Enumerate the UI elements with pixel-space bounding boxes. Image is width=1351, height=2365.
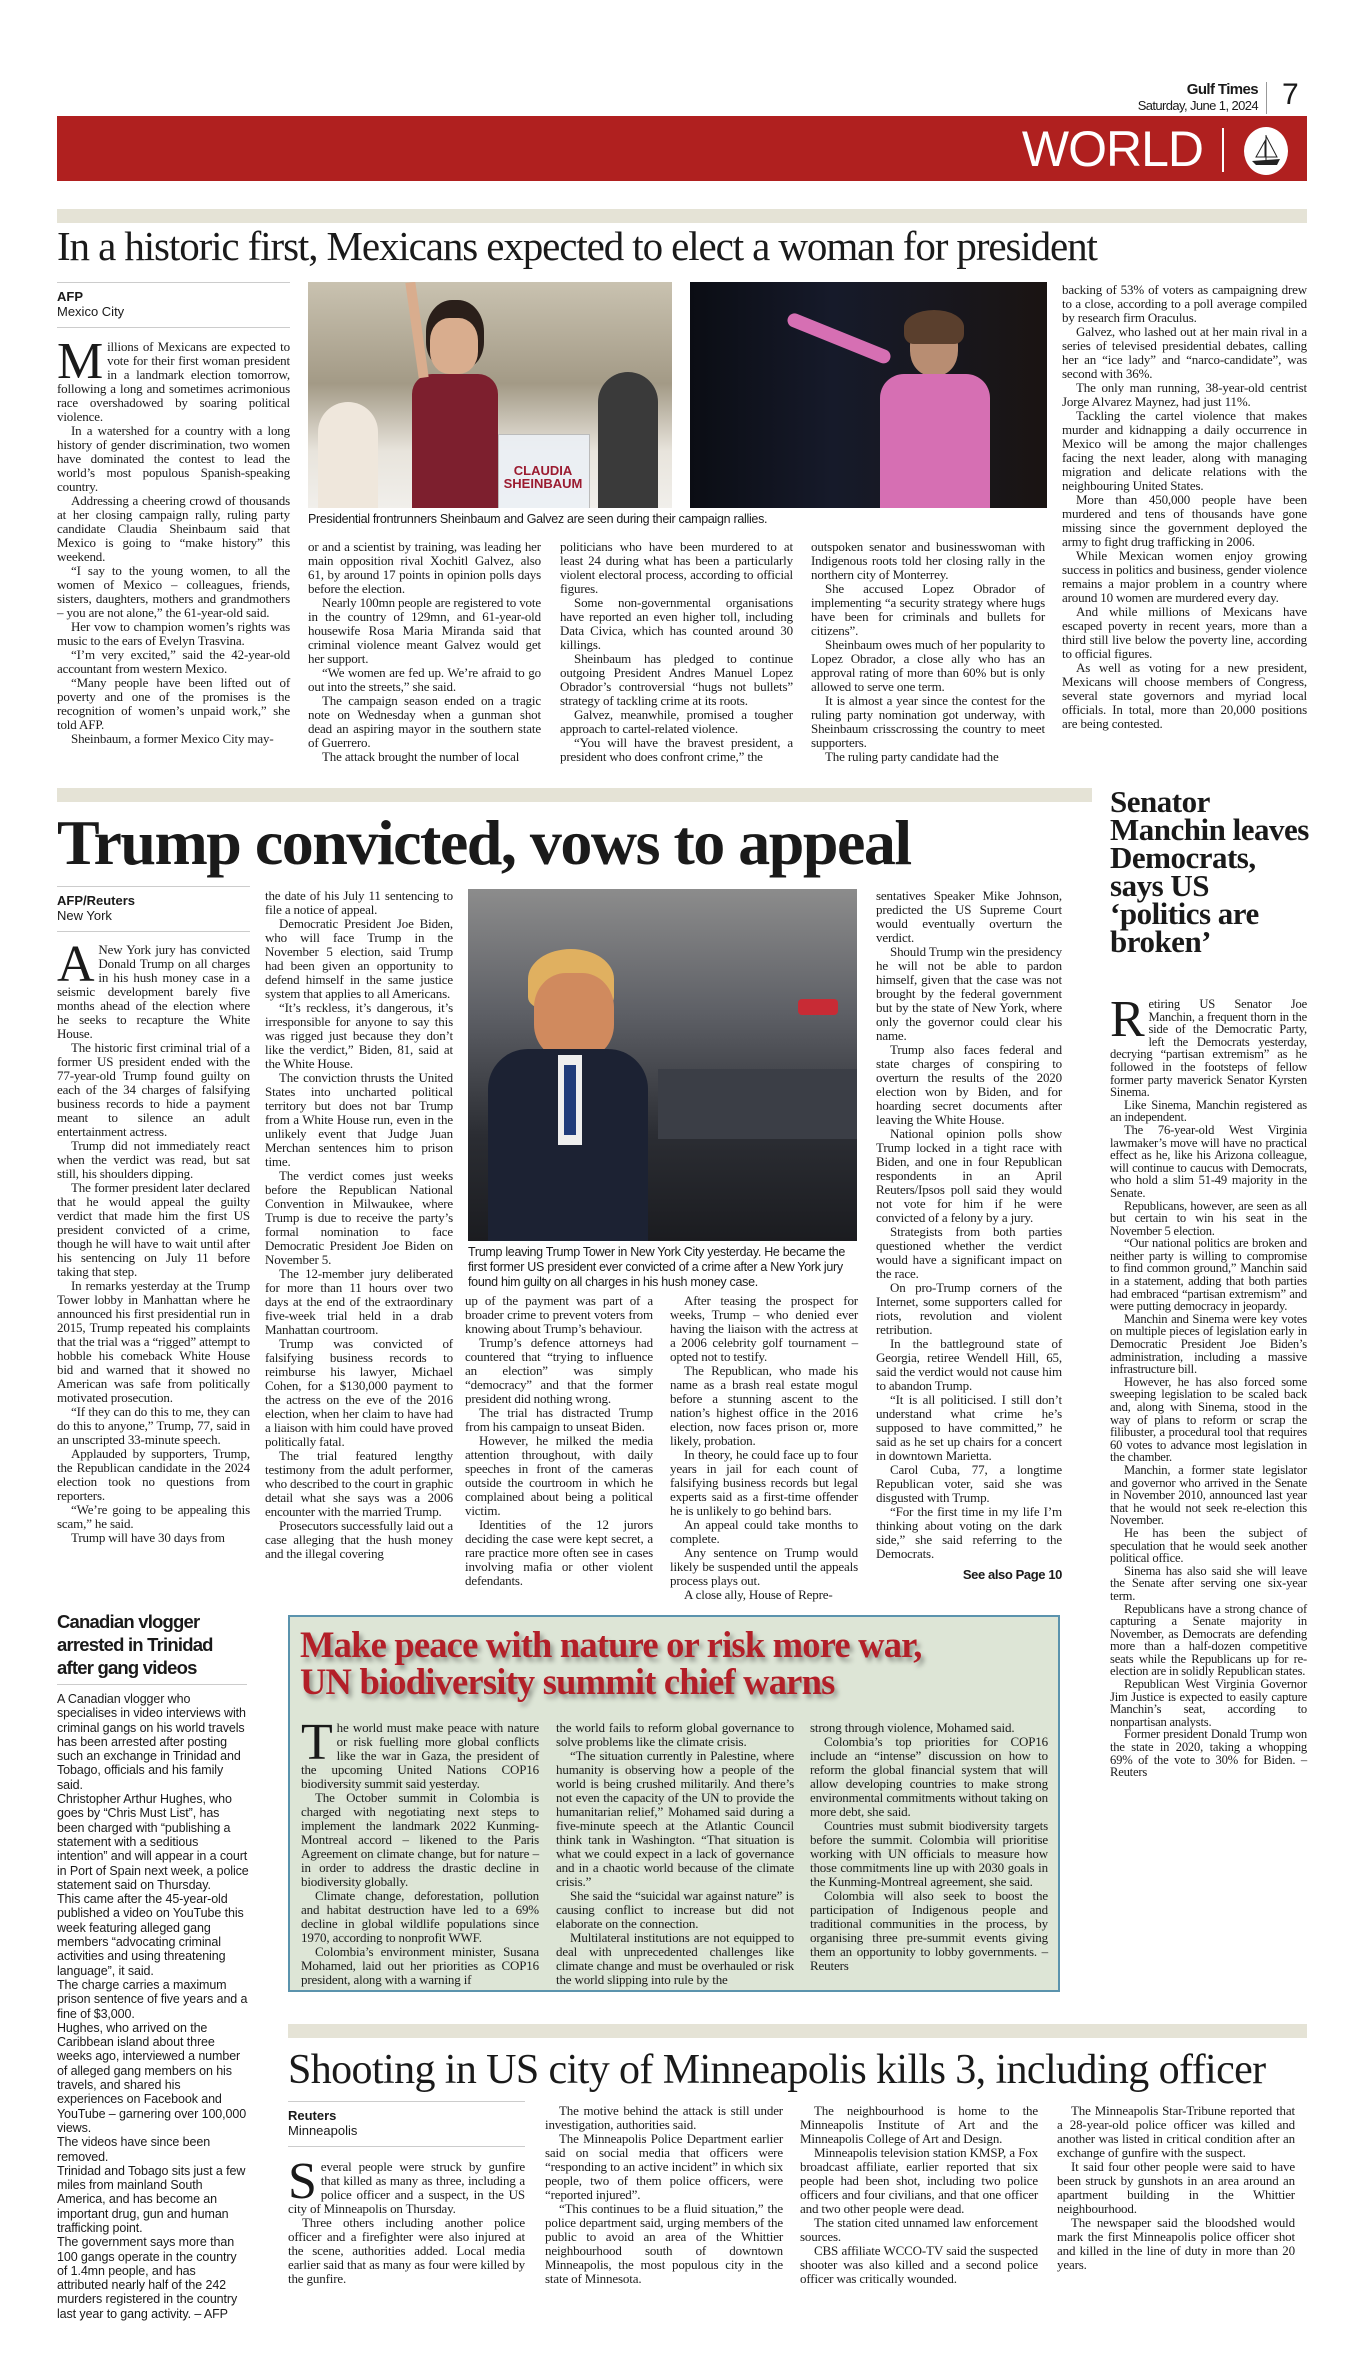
paragraph: sentatives Speaker Mike Johnson, predicted the US Supreme Court would eventually overturn the verdict. [876, 888, 1062, 945]
paragraph: Colombia’s environment minister, Susana Mohamed, laid out her priorities as COP16 president, along with a warning if [301, 1944, 539, 1987]
section-title: WORLD [1021, 121, 1203, 177]
trump-photo [468, 889, 857, 1241]
paragraph: Trump’s defence attorneys had countered that “trying to influence an election” was simply “democracy” and that the former president did nothing wrong. [465, 1335, 653, 1406]
paragraph: Retiring US Senator Joe Manchin, a frequent thorn in the side of the Democratic Party, left the Democrats yesterday, decrying “partisan extremism” as he followed in the footsteps of fellow former party maverick Senator Kyrsten Sinema. [1110, 991, 1307, 1100]
byline-agency: AFP/Reuters [57, 893, 136, 908]
paragraph: Minneapolis television station KMSP, a Fox broadcast affiliate, earlier reported that six people had been shot, including two police officers and four civilians, and that one officer and two other people were dead. [800, 2145, 1038, 2216]
paragraph: “We women are fed up. We’re afraid to go out into the streets,” she said. [308, 665, 541, 694]
paragraph: CBS affiliate WCCO-TV said the suspected shooter was also killed and a second police officer was critically wounded. [800, 2243, 1038, 2286]
paragraph: Like Sinema, Manchin registered as an independent. [1110, 1097, 1307, 1125]
paragraph: Climate change, deforestation, pollution and habitat destruction have led to a 69% decline in global wildlife populations since 1970, according to nonprofit WWF. [301, 1888, 539, 1945]
paragraph: The former president later declared that he would appeal the guilty verdict that made him the first US president convicted of a crime, though he will have to wait until after his sentencing on July 11 before taking that step. [57, 1180, 250, 1279]
section-rule [57, 788, 1092, 802]
paragraph: More than 450,000 people have been murdered and tens of thousands have gone missing since the government deployed the army to fight drug trafficking in 2006. [1062, 492, 1307, 549]
paragraph: Carol Cuba, 77, a longtime Republican voter, said she was disgusted with Trump. [876, 1462, 1062, 1505]
paragraph: Any sentence on Trump would likely be suspended until the appeals process plays out. [670, 1545, 858, 1588]
paragraph: In a watershed for a country with a long history of gender discrimination, two women have dominated the contest to lead the world’s most populous Spanish-speaking country. [57, 423, 290, 494]
byline-location: Minneapolis [288, 2123, 358, 2138]
paragraph: He has been the subject of speculation that he would seek another political office. [1110, 1525, 1307, 1566]
paragraph: The 76-year-old West Virginia lawmaker’s move will have no practical effect as he, like his Arizona colleague, will continue to caucus with Democrats, who hold a slim 51-49 majority in the Senate. [1110, 1122, 1307, 1200]
byline-agency: AFP [57, 289, 83, 304]
podium-sign: CLAUDIA SHEINBAUM [503, 463, 583, 491]
minneapolis-headline: Shooting in US city of Minneapolis kills 3, including officer [288, 2047, 1266, 2093]
paragraph: It said four other people were said to have been struck by gunshots in an area around an apartment building in the Whittier neighbourhood. [1057, 2159, 1295, 2216]
paragraph: The Republican, who made his name as a brash real estate mogul before a stunning ascent to the nation’s highest office in the 2016 election, now faces prison or, more likely, probation. [670, 1363, 858, 1448]
paragraph: Galvez, who lashed out at her main rival in a series of televised presidential debates, calling her an “ice lady” and “narco-candidate”, was second with 36%. [1062, 324, 1307, 381]
mexico-column-2 [308, 540, 541, 764]
paragraph: Identities of the 12 jurors deciding the case were kept secret, a rare practice more often see in cases involving mafia or other violent defendants. [465, 1517, 653, 1588]
paragraph: “Our national politics are broken and neither party is willing to compromise to find common ground,” Manchin said in a statement, adding that both parties had embraced “partisan extremism” and were putting democracy in jeopardy. [1110, 1236, 1307, 1314]
paragraph: Nearly 100mn people are registered to vote in the country of 129mn, and 61-year-old housewife Rosa Maria Miranda said that criminal violence meant Galvez would get her support. [308, 595, 541, 666]
paragraph: The conviction thrusts the United States into uncharted political territory but does not bar Trump from a White House run, even in the unlikely event that Judge Juan Merchan sentences him to prison time. [265, 1070, 453, 1169]
publication-name: Gulf Times [1186, 81, 1258, 98]
minneapolis-column-3 [800, 2104, 1038, 2286]
paragraph: Sheinbaum owes much of her popularity to Lopez Obrador, a close ally who has an approval rating of more than 60% but is only allowed to serve one term. [811, 637, 1045, 694]
trump-column-3 [465, 1294, 653, 1588]
paragraph: “It’s reckless, it’s dangerous, it’s irresponsible for anyone to say this was rigged just because they don’t like the verdict,” Biden, 81, said at the White House. [265, 1000, 453, 1071]
paragraph: Multilateral institutions are not equipped to deal with unprecedented challenges like climate change and must be overhauled or risk the world slipping into rule by the [556, 1930, 794, 1987]
paragraph: Prosecutors successfully laid out a case alleging that the hush money and the illegal covering [265, 1518, 453, 1561]
section-rule [288, 2024, 1307, 2038]
paragraph: Trump also faces federal and state charges of conspiring to overturn the results of the 2020 election won by Biden, and for hoarding secret documents after leaving the White House. [876, 1042, 1062, 1127]
dhow-ship-icon [1244, 127, 1288, 175]
paragraph: “If they can do this to me, they can do this to anyone,” Trump, 77, said in an unscripted 33-minute speech. [57, 1404, 250, 1447]
paragraph: However, he has also forced some sweeping legislation to be scaled back and, along with Sinema, stood in the way of plans to reform or scrap the filibuster, a procedural tool that requires 60 votes to advance most legislation in the chamber. [1110, 1374, 1307, 1465]
paragraph: Addressing a cheering crowd of thousands at her closing campaign rally, ruling party candidate Claudia Sheinbaum said that Mexico is going to “make history” this weekend. [57, 493, 290, 564]
canada-headline: Canadian vlogger arrested in Trinidad after gang videos [57, 1611, 213, 1678]
mexico-column-4 [811, 540, 1045, 764]
paragraph: Democratic President Joe Biden, who will face Trump in the November 5 election, said Trump had been given an opportunity to defend himself in the same justice system that applies to all Americans. [265, 916, 453, 1001]
page-number: 7 [1282, 78, 1299, 111]
paragraph: Strategists from both parties questioned whether the verdict would have a significant impact on the race. [876, 1224, 1062, 1281]
paragraph: Republicans, however, are seen as all but certain to win his seat in the November 5 election. [1110, 1198, 1307, 1238]
manchin-headline: Senator Manchin leaves Democrats, says US ‘politics are broken’ [1110, 784, 1309, 959]
paragraph: And while millions of Mexicans have escaped poverty in recent years, more than a third still live below the poverty line, according to official figures. [1062, 604, 1307, 661]
headline-line-2: UN biodiversity summit chief warns [300, 1661, 835, 1702]
paragraph: Trump did not immediately react when the verdict was read, but sat still, his shoulders dipping. [57, 1138, 250, 1181]
paragraph: The 12-member jury deliberated for more than 11 hours over two days at the end of the extraordinary five-week trial held in a drab Manhattan courtroom. [265, 1266, 453, 1337]
paragraph: “This continues to be a fluid situation,” the police department said, urging members of the public to avoid an area of the Whittier neighbourhood south of downtown Minneapolis, the most populous city in the state of Minnesota. [545, 2201, 783, 2286]
divider [1222, 128, 1224, 172]
divider [1266, 82, 1267, 114]
mexico-column-1 [57, 333, 290, 746]
trump-photo-caption: Trump leaving Trump Tower in New York City yesterday. He became the first former US president ever convicted of a crime after a New York jury found him guilty on all charges in his hush money case. [468, 1245, 846, 1289]
minneapolis-column-4 [1057, 2104, 1295, 2272]
paragraph: This came after the 45-year-old published a video on YouTube this week featuring alleged gang members “advocating criminal activities and using threatening language”, it said. [57, 1892, 244, 1978]
paragraph: Christopher Arthur Hughes, who goes by “Chris Must List”, has been charged with “publishing a statement with a seditious intention” and will appear in a court in Port of Spain next week, a police statement said on Thursday. [57, 1792, 249, 1892]
paragraph: The trial featured lengthy testimony from the adult performer, who described to the court in graphic detail what she says was a 2006 encounter with the married Trump. [265, 1448, 453, 1519]
paragraph: As well as voting for a new president, Mexicans will choose members of Congress, several state governors and myriad local officials. In total, more than 20,000 positions are being contested. [1062, 660, 1307, 731]
galvez-rally-photo [690, 282, 1047, 508]
paragraph: Millions of Mexicans are expected to vote for their first woman president in a landmark election tomorrow, following a long and sometimes acrimonious race overshadowed by soaring political violence. [57, 333, 290, 424]
paragraph: “It is all politicised. I still don’t understand what crime he’s supposed to have committed,” he said as he set up chairs for a concert in downtown Marietta. [876, 1392, 1062, 1463]
sheinbaum-rally-photo [308, 282, 672, 508]
paragraph: She accused Lopez Obrador of implementing “a security strategy where hugs have been for criminals and bullets for citizens”. [811, 581, 1045, 638]
paragraph: The Minneapolis Star-Tribune reported that a 28-year-old police officer was killed and another was listed in critical condition after an exchange of gunfire with the suspect. [1057, 2103, 1295, 2160]
byline-location: Mexico City [57, 304, 125, 319]
paragraph: Galvez, meanwhile, promised a tougher approach to cartel-related violence. [560, 707, 793, 736]
paragraph: Trump was convicted of falsifying business records to reimburse his lawyer, Michael Cohen, for a $130,000 payment to the actress on the eve of the 2016 election, when her claim to have had a liaison with him could have proved politically fatal. [265, 1336, 453, 1449]
biodiversity-column-2 [556, 1721, 794, 1987]
paragraph: The world must make peace with nature or risk fuelling more global conflicts like the war in Gaza, the president of the upcoming United Nations COP16 biodiversity summit said yesterday. [301, 1714, 539, 1791]
byline-location: New York [57, 908, 112, 923]
paragraph: The campaign season ended on a tragic note on Wednesday when a gunman shot dead an aspiring mayor in the southern state of Guerrero. [308, 693, 541, 750]
paragraph: Hughes, who arrived on the Caribbean island about three weeks ago, interviewed a number of alleged gang members on his travels, and shared his experiences on Facebook and YouTube – garnering over 100,000 views. [57, 2020, 247, 2135]
paragraph: The verdict comes just weeks before the Republican National Convention in Milwaukee, where Trump is due to receive the party’s formal nomination to face Democratic President Joe Biden on November 5. [265, 1168, 453, 1267]
paragraph: The newspaper said the bloodshed would mark the first Minneapolis police officer shot and killed in the line of duty in more than 20 years. [1057, 2215, 1295, 2272]
biodiversity-headline [300, 1626, 1060, 1700]
see-also-link[interactable]: See also Page 10 [962, 1567, 1062, 1582]
paragraph: The historic first criminal trial of a former US president ended with the 77-year-old Trump found guilty on each of the 34 charges of falsifying business records to hide a payment meant to silence an adult entertainment actress. [57, 1040, 250, 1139]
byline-agency: Reuters [288, 2108, 337, 2123]
mexico-headline: In a historic first, Mexicans expected to elect a woman for president [57, 223, 1097, 269]
publication-info [1138, 82, 1258, 114]
paragraph: The charge carries a maximum prison sentence of five years and a fine of $3,000. [57, 1977, 248, 2021]
paragraph: A close ally, House of Repre- [684, 1587, 833, 1602]
paragraph: politicians who have been murdered to at least 24 during what has been a particularly violent electoral process, according to official figures. [560, 539, 793, 596]
paragraph: The motive behind the attack is still under investigation, authorities said. [545, 2103, 783, 2132]
paragraph: Trump will have 30 days from [71, 1530, 225, 1545]
paragraph: Colombia will also seek to boost the participation of Indigenous people and traditional communities in the process, by organising three pre-summit events giving them an opportunity to lobby governments. – Reuters [810, 1888, 1048, 1973]
paragraph: An appeal could take months to complete. [670, 1517, 858, 1546]
trump-headline: Trump convicted, vows to appeal [57, 807, 911, 878]
minneapolis-byline [288, 2101, 525, 2147]
paragraph: The attack brought the number of local [322, 749, 520, 764]
paragraph: The videos have since been removed. [57, 2135, 211, 2164]
manchin-body [1110, 991, 1307, 1780]
biodiversity-column-1 [301, 1714, 539, 1987]
paragraph: She said the “suicidal war against nature” is causing conflict to increase but did not elaborate on the connection. [556, 1888, 794, 1931]
paragraph: outspoken senator and businesswoman with Indigenous roots told her closing rally in the northern city of Monterrey. [811, 539, 1045, 582]
mexico-column-3 [560, 540, 793, 764]
paragraph: the date of his July 11 sentencing to file a notice of appeal. [265, 888, 453, 917]
trump-byline [57, 886, 250, 932]
paragraph: strong through violence, Mohamed said. [810, 1720, 1015, 1735]
paragraph: The October summit in Colombia is charged with negotiating next steps to implement the landmark 2022 Kunming-Montreal accord – likened to the Paris Agreement on climate change, but for nature – in order to address the drastic decline in biodiversity globally. [301, 1790, 539, 1889]
paragraph: Trinidad and Tobago sits just a few miles from mainland South America, and has become an important drug, gun and human trafficking point. [57, 2163, 246, 2235]
section-rule [57, 209, 1307, 223]
paragraph: In theory, he could face up to four years in jail for each count of falsifying business records but legal experts said as a first-time offender he is unlikely to go behind bars. [670, 1447, 858, 1518]
paragraph: “I’m very excited,” said the 42-year-old accountant from western Mexico. [57, 647, 290, 676]
paragraph: Republican West Virginia Governor Jim Justice is expected to easily capture Manchin’s seat, according to nonpartisan analysts. [1110, 1677, 1307, 1729]
paragraph: up of the payment was part of a broader crime to prevent voters from knowing about Trump’s behaviour. [465, 1293, 653, 1336]
paragraph: Manchin and Sinema were key votes on multiple pieces of legislation early in Democratic President Joe Biden’s administration, including a massive infrastructure bill. [1110, 1311, 1307, 1377]
paragraph: Republicans have a strong chance of capturing a Senate majority in November, as Democrats are defending more than a half-dozen competitive seats while the Republicans up for re-election are in solidly Republican states. [1110, 1601, 1307, 1679]
paragraph: Colombia’s top priorities for COP16 include an “intense” discussion on how to reform the global financial system that will allow developing countries to make strong environmental commitments without taking on more debt, she said. [810, 1734, 1048, 1819]
paragraph: Sheinbaum, a former Mexico City may- [71, 731, 274, 746]
paragraph: Countries must submit biodiversity targets before the summit. Colombia will prioritise working with UN officials to measure how those commitments line up with 2030 goals in the Kunming-Montreal agreement, she said. [810, 1818, 1048, 1889]
mexico-photo-caption: Presidential frontrunners Sheinbaum and Galvez are seen during their campaign rallies. [308, 512, 768, 526]
paragraph: Some non-governmental organisations have reported an even higher toll, including Data Civica, which has counted around 30 killings. [560, 595, 793, 652]
paragraph: backing of 53% of voters as campaigning drew to a close, according to a poll average compiled by research firm Oraculus. [1062, 282, 1307, 325]
paragraph: Her vow to champion women’s rights was music to the ears of Evelyn Trasvina. [57, 619, 290, 648]
paragraph: ANew York jury has convicted Donald Trump on all charges in his hush money case in a seismic development barely five months ahead of the election where he seeks to recapture the White House. [57, 936, 250, 1041]
paragraph: the world fails to reform global governance to solve problems like the climate crisis. [556, 1720, 794, 1749]
paragraph: Tackling the cartel violence that makes murder and kidnapping a daily occurrence in Mexico will be among the major challenges facing the next leader, along with managing migration and delicate relations with the neighbouring United States. [1062, 408, 1307, 493]
paragraph: Sheinbaum has pledged to continue outgoing President Andres Manuel Lopez Obrador’s controversial “hugs not bullets” strategy of tackling crime at its roots. [560, 651, 793, 708]
paragraph: While Mexican women enjoy growing success in politics and business, gender violence remains a major problem in a country where around 10 women are murdered every day. [1062, 548, 1308, 605]
paragraph: “You will have the bravest president, a president who does confront crime,” the [560, 735, 793, 764]
paragraph: “The situation currently in Palestine, where humanity is observing how a people of the world is being crushed militarily. And there’s not even the capacity of the UN to provide the humanitarian relief,” Mohamed said during a five-minute speech at the Atlantic Council think tank in Washington. “That situation is what we could expect in a lack of governance and in a chaotic world because of the climate crisis.” [556, 1748, 794, 1889]
paragraph: In the battleground state of Georgia, retiree Wendell Hill, 65, said the verdict would not cause him to abandon Trump. [876, 1336, 1062, 1393]
paragraph: “I say to the young women, to all the women of Mexico – colleagues, friends, sisters, daughters, mothers and grandmothers – you are not alone,” the 61-year-old said. [57, 563, 290, 620]
paragraph: The only man running, 38-year-old centrist Jorge Alvarez Maynez, had just 11%. [1062, 380, 1307, 409]
mexico-byline [57, 282, 290, 328]
divider [57, 1684, 247, 1685]
paragraph: “We’re going to be appealing this scam,” he said. [57, 1502, 250, 1531]
publication-date: Saturday, June 1, 2024 [1137, 98, 1258, 113]
paragraph: Three others including another police officer and a firefighter were also injured at the scene, authorities added. Local media earlier said that as many as four were killed by the gunfire. [288, 2215, 525, 2286]
paragraph: After teasing the prospect for weeks, Trump – who denied ever having the liaison with the actress at a 2006 celebrity golf tournament – opted not to testify. [670, 1293, 858, 1364]
paragraph: or and a scientist by training, was leading her main opposition rival Xochitl Galvez, also 61, by around 17 points in opinion polls days before the election. [308, 539, 541, 596]
paragraph: The station cited unnamed law enforcement sources. [800, 2215, 1038, 2244]
mexico-column-5 [1062, 283, 1307, 731]
trump-column-2 [265, 889, 453, 1561]
paragraph: National opinion polls show Trump locked in a tight race with Biden, and one in four Republican respondents in an April Reuters/Ipsos poll said they would not vote for him if he were convicted of a felony by a jury. [876, 1126, 1062, 1225]
paragraph: It is almost a year since the contest for the ruling party nomination got underway, with Sheinbaum crisscrossing the country to meet supporters. [811, 693, 1045, 750]
minneapolis-column-2 [545, 2104, 783, 2286]
paragraph: “For the first time in my life I’m thinking about voting on the dark side,” she said referring to the Democrats. [876, 1504, 1062, 1561]
paragraph: Several people were struck by gunfire that killed as many as three, including a police officer and a suspect, in the US city of Minneapolis on Thursday. [288, 2153, 525, 2216]
biodiversity-column-3 [810, 1721, 1048, 1973]
paragraph: On pro-Trump corners of the Internet, some supporters called for riots, revolution and violent retribution. [876, 1280, 1062, 1337]
paragraph: In remarks yesterday at the Trump Tower lobby in Manhattan where he announced his first presidential run in 2015, Trump repeated his complaints that the trial was a “rigged” attempt to hobble his comeback White House bid and warned that it showed no American was safe from politically motivated prosecution. [57, 1278, 250, 1405]
paragraph: The Minneapolis Police Department earlier said on social media that officers were “responding to an active incident” in which six people, two of them police officers, were “reported injured”. [545, 2131, 783, 2202]
paragraph: However, he milked the media attention throughout, with daily speeches in front of the cameras outside the courtroom in which he complained about being a political victim. [465, 1433, 653, 1518]
paragraph: A Canadian vlogger who specialises in video interviews with criminal gangs on his world travels has been arrested after posting such an exchange in Trinidad and Tobago, officials and his family said. [57, 1692, 246, 1792]
trump-column-4 [670, 1294, 858, 1602]
trump-column-1 [57, 936, 250, 1545]
paragraph: Applauded by supporters, Trump, the Republican candidate in the 2024 election took no questions from reporters. [57, 1446, 250, 1503]
paragraph: “Many people have been lifted out of poverty and one of the promises is the recognition of women’s unpaid work,” she told AFP. [57, 675, 290, 732]
headline-line-1: Make peace with nature or risk more war, [300, 1624, 922, 1665]
minneapolis-column-1 [288, 2153, 525, 2286]
paragraph: Former president Donald Trump won the state in 2020, taking a whopping 69% of the vote to 30% for Biden. – Reuters [1110, 1727, 1307, 1780]
paragraph: Manchin, a former state legislator and governor who arrived in the Senate in November 2010, announced last year that he would not seek re-election this November. [1110, 1462, 1307, 1528]
paragraph: The neighbourhood is home to the Minneapolis Institute of Art and the Minneapolis College of Art and Design. [800, 2103, 1038, 2146]
paragraph: The ruling party candidate had the [825, 749, 999, 764]
paragraph: The trial has distracted Trump from his campaign to unseat Biden. [465, 1405, 653, 1434]
paragraph: Should Trump win the presidency he will not be able to pardon himself, given that the case was not brought by the federal government but by the state of New York, where only the governor could clear his name. [876, 944, 1062, 1043]
canada-body [57, 1692, 249, 2321]
paragraph: Sinema has also said she will leave the Senate after serving one six-year term. [1110, 1563, 1307, 1603]
trump-column-5 [876, 889, 1062, 1561]
paragraph: The government says more than 100 gangs operate in the country of 1.4mn people, and has attributed nearly half of the 242 murders registered in the country last year to gang activity. – AFP [57, 2235, 238, 2321]
